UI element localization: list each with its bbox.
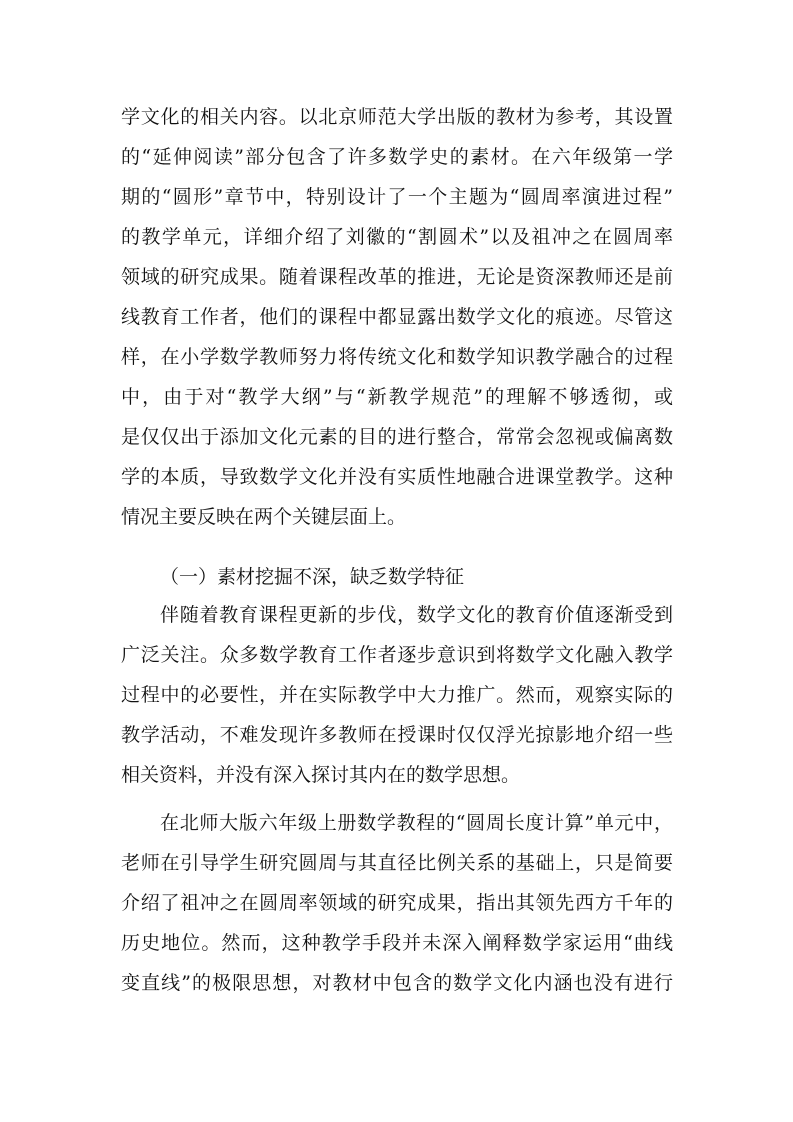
paragraph-3-line: 在北师大版六年级上册数学教程的“圆周长度计算”单元中，	[160, 812, 673, 834]
paragraph-3-line: 变直线”的极限思想，对教材中包含的数学文化内涵也没有进行	[121, 972, 673, 994]
paragraph-3-line: 介绍了祖冲之在圆周率领域的研究成果，指出其领先西方千年的	[121, 892, 673, 914]
paragraph-1-line: 线教育工作者，他们的课程中都显露出数学文化的痕迹。尽管这	[121, 306, 673, 328]
paragraph-1-line: 中，由于对“教学大纲”与“新教学规范”的理解不够透彻，或	[121, 386, 673, 408]
paragraph-3-line: 老师在引导学生研究圆周与其直径比例关系的基础上，只是简要	[121, 852, 673, 874]
paragraph-1-line: 期的“圆形”章节中，特别设计了一个主题为“圆周率演进过程”	[121, 186, 673, 208]
paragraph-1-line: 样，在小学数学教师努力将传统文化和数学知识教学融合的过程	[121, 346, 673, 368]
section-heading: （一）素材挖掘不深，缺乏数学特征	[160, 566, 465, 588]
paragraph-2-line: 伴随着教育课程更新的步伐，数学文化的教育价值逐渐受到	[160, 604, 673, 626]
paragraph-1-line: 学文化的相关内容。以北京师范大学出版的教材为参考，其设置	[121, 106, 673, 128]
paragraph-1-line: 领域的研究成果。随着课程改革的推进，无论是资深教师还是前	[121, 266, 673, 288]
paragraph-1-line: 的“延伸阅读”部分包含了许多数学史的素材。在六年级第一学	[121, 146, 673, 168]
paragraph-2-line: 教学活动，不难发现许多教师在授课时仅仅浮光掠影地介绍一些	[121, 724, 673, 746]
paragraph-2-line: 相关资料，并没有深入探讨其内在的数学思想。	[121, 764, 521, 786]
paragraph-1-line: 情况主要反映在两个关键层面上。	[121, 506, 407, 528]
paragraph-2-line: 广泛关注。众多数学教育工作者逐步意识到将数学文化融入教学	[121, 644, 673, 666]
paragraph-1-line: 是仅仅出于添加文化元素的目的进行整合，常常会忽视或偏离数	[121, 426, 673, 448]
paragraph-2-line: 过程中的必要性，并在实际教学中大力推广。然而，观察实际的	[121, 684, 673, 706]
paragraph-1-line: 学的本质，导致数学文化并没有实质性地融合进课堂教学。这种	[121, 466, 673, 488]
paragraph-1-line: 的教学单元，详细介绍了刘徽的“割圆术”以及祖冲之在圆周率	[121, 226, 673, 248]
paragraph-3-line: 历史地位。然而，这种教学手段并未深入阐释数学家运用“曲线	[121, 932, 673, 954]
